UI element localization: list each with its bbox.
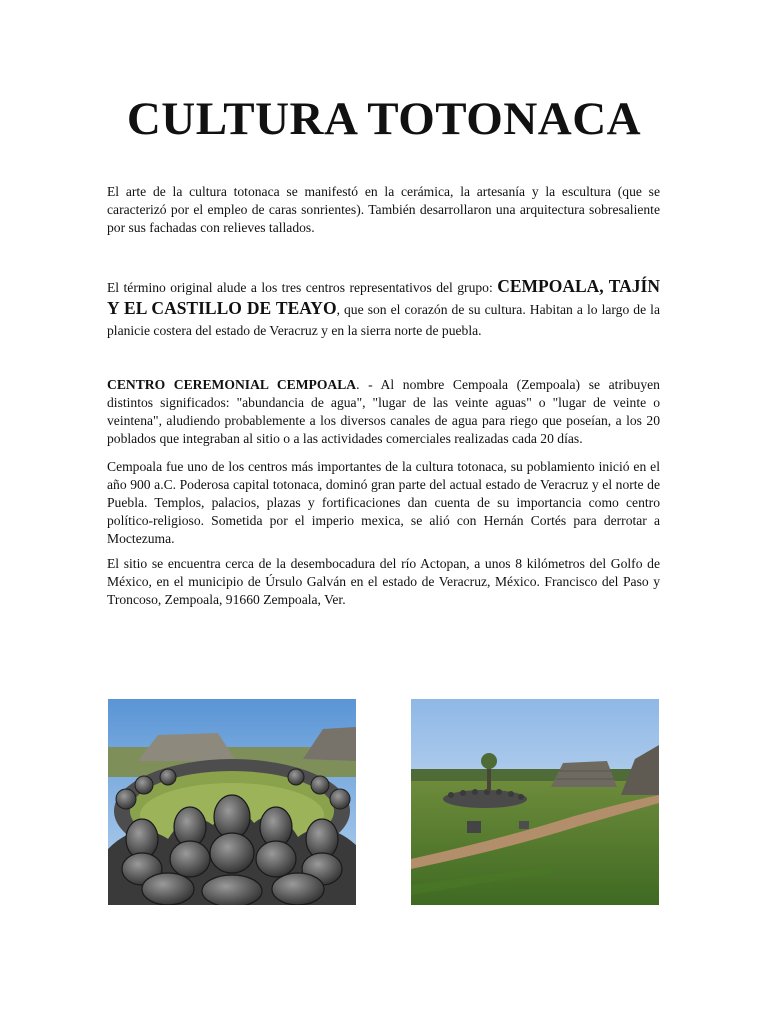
paragraph-termino: [107, 276, 660, 341]
page-title: CULTURA TOTONACA: [126, 93, 642, 145]
paragraph-cempoala-historia: Cempoala fue uno de los centros más importantes de la cultura totonaca, su poblamiento inició en el año 900 a.C. Poderosa capital totonaca, dominó gran parte del actual estado de Veracruz y el norte de Puebla. Templos, palacios, plazas y fortificaciones dan cuenta de su importancia como centro político-religioso. Sometida por el imperio mexica, se alió con Hernán Cortés para derrotar a Moctezuma.: [107, 459, 660, 546]
centros-names: CEMPOALA, TAJÍN Y EL CASTILLO DE TEAYO: [107, 276, 660, 318]
paragraph-termino-intro: El término original alude a los tres centros representativos del grupo:: [107, 280, 498, 295]
paragraph-arte: El arte de la cultura totonaca se manifestó en la cerámica, la artesanía y la escultura (que se caracterizó por el empleo de caras sonrientes). También desarrollaron una arquitectura sobresaliente por sus fachadas con relieves tallados.: [107, 184, 660, 235]
paragraph-ubicacion: El sitio se encuentra cerca de la desembocadura del río Actopan, a unos 8 kilómetros del Golfo de México, en el municipio de Úrsulo Galván en el estado de Veracruz, México. Francisco del Paso y Troncoso, Zempoala, 91660 Zempoala, Ver.: [107, 556, 660, 607]
paragraph-centro-ceremonial: [107, 376, 660, 448]
photo-ceremonial-site: [411, 699, 659, 905]
paragraph-termino-rest: , que son el corazón de su cultura. Habitan a lo largo de la planicie costera del estado de Veracruz y en la sierra norte de puebla.: [107, 302, 660, 338]
section-heading-cempoala: CENTRO CEREMONIAL CEMPOALA: [107, 377, 357, 392]
photo-circular-temple: [108, 699, 356, 905]
paragraph-centro-rest: . - Al nombre Cempoala (Zempoala) se atribuyen distintos significados: "abundancia de agua", "lugar de las veinte aguas" o "lugar de veinte o veintena", aludiendo probablemente a los diversos canales de agua para riego que poseían, a los 20 poblados que integraban al sitio o a las actividades comerciales realizadas cada 20 días.: [107, 377, 660, 446]
